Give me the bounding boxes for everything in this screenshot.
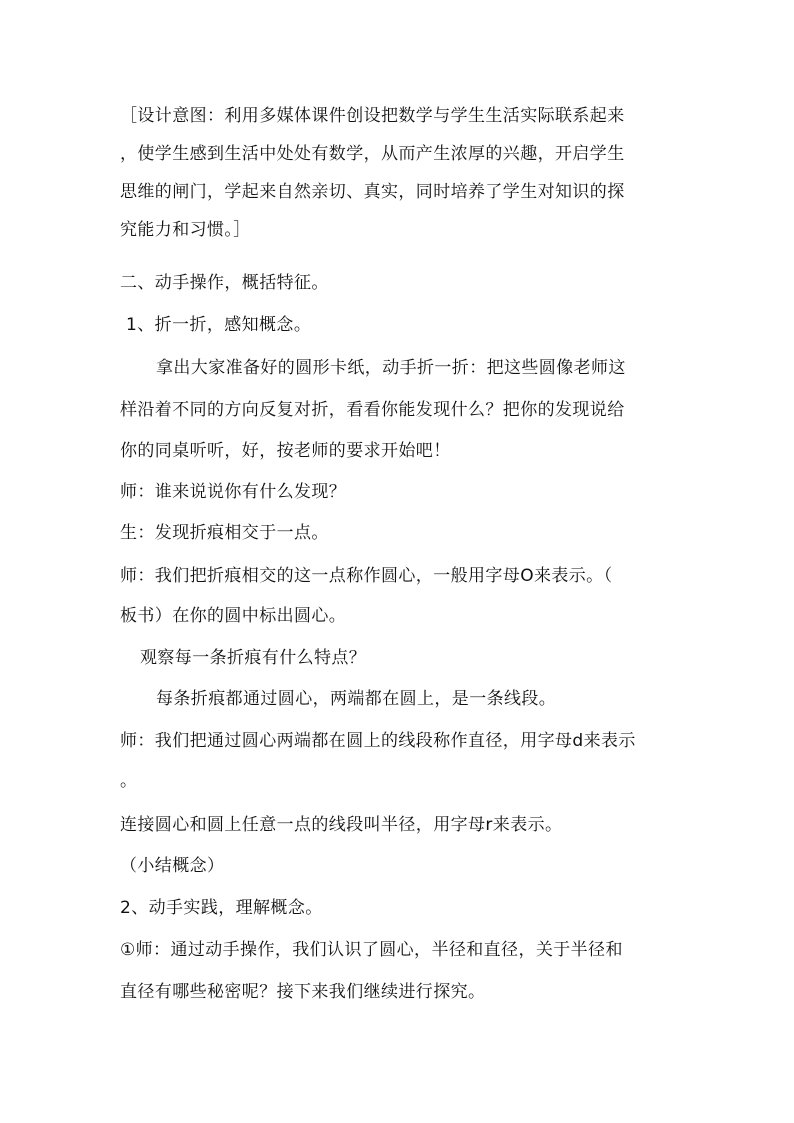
design-intent-line-2: ，使学生感到生活中处处有数学，从而产生浓厚的兴趣，开启学生 bbox=[120, 144, 625, 164]
observation-answer: 每条折痕都通过圆心，两端都在圆上，是一条线段。 bbox=[156, 689, 557, 709]
paragraph-line-1: 拿出大家准备好的圆形卡纸，动手折一折：把这些圆像老师这 bbox=[156, 358, 626, 378]
dialogue-teacher-3: 师：我们把通过圆心两端都在圆上的线段称作直径，用字母d来表示 bbox=[120, 731, 636, 751]
paragraph-line-3: 你的同桌听听，好，按老师的要求开始吧！ bbox=[120, 441, 451, 461]
section-heading: 二、动手操作，概括特征。 bbox=[120, 273, 329, 293]
dialogue-student-1: 生：发现折痕相交于一点。 bbox=[120, 523, 329, 543]
dialogue-teacher-2: 师：我们把折痕相交的这一点称作圆心，一般用字母O来表示。（ bbox=[120, 566, 613, 586]
paragraph-line-2: 样沿着不同的方向反复对折，看看你能发现什么？把你的发现说给 bbox=[120, 400, 625, 420]
radius-definition: 连接圆心和圆上任意一点的线段叫半径，用字母r来表示。 bbox=[120, 815, 563, 835]
subsection-heading-2: 2、动手实践，理解概念。 bbox=[120, 898, 323, 918]
dialogue-teacher-4: ①师：通过动手操作，我们认识了圆心，半径和直径，关于半径和 bbox=[120, 940, 623, 960]
observation-question: 观察每一条折痕有什么特点？ bbox=[140, 648, 367, 668]
design-intent-line-4: 究能力和习惯。］ bbox=[120, 220, 251, 240]
design-intent-line-1: ［设计意图：利用多媒体课件创设把数学与学生生活实际联系起来 bbox=[120, 106, 625, 126]
subsection-heading-1: 1、折一折，感知概念。 bbox=[126, 315, 312, 335]
design-intent-line-3: 思维的闸门，学起来自然亲切、真实，同时培养了学生对知识的探 bbox=[120, 182, 625, 202]
summary-note: （小结概念） bbox=[120, 856, 225, 876]
dialogue-teacher-2-cont: 板书）在你的圆中标出圆心。 bbox=[120, 606, 347, 626]
dialogue-teacher-3-cont: 。 bbox=[120, 771, 138, 791]
dialogue-teacher-4-cont: 直径有哪些秘密呢？接下来我们继续进行探究。 bbox=[120, 982, 486, 1002]
dialogue-teacher-1: 师：谁来说说你有什么发现？ bbox=[120, 482, 347, 502]
